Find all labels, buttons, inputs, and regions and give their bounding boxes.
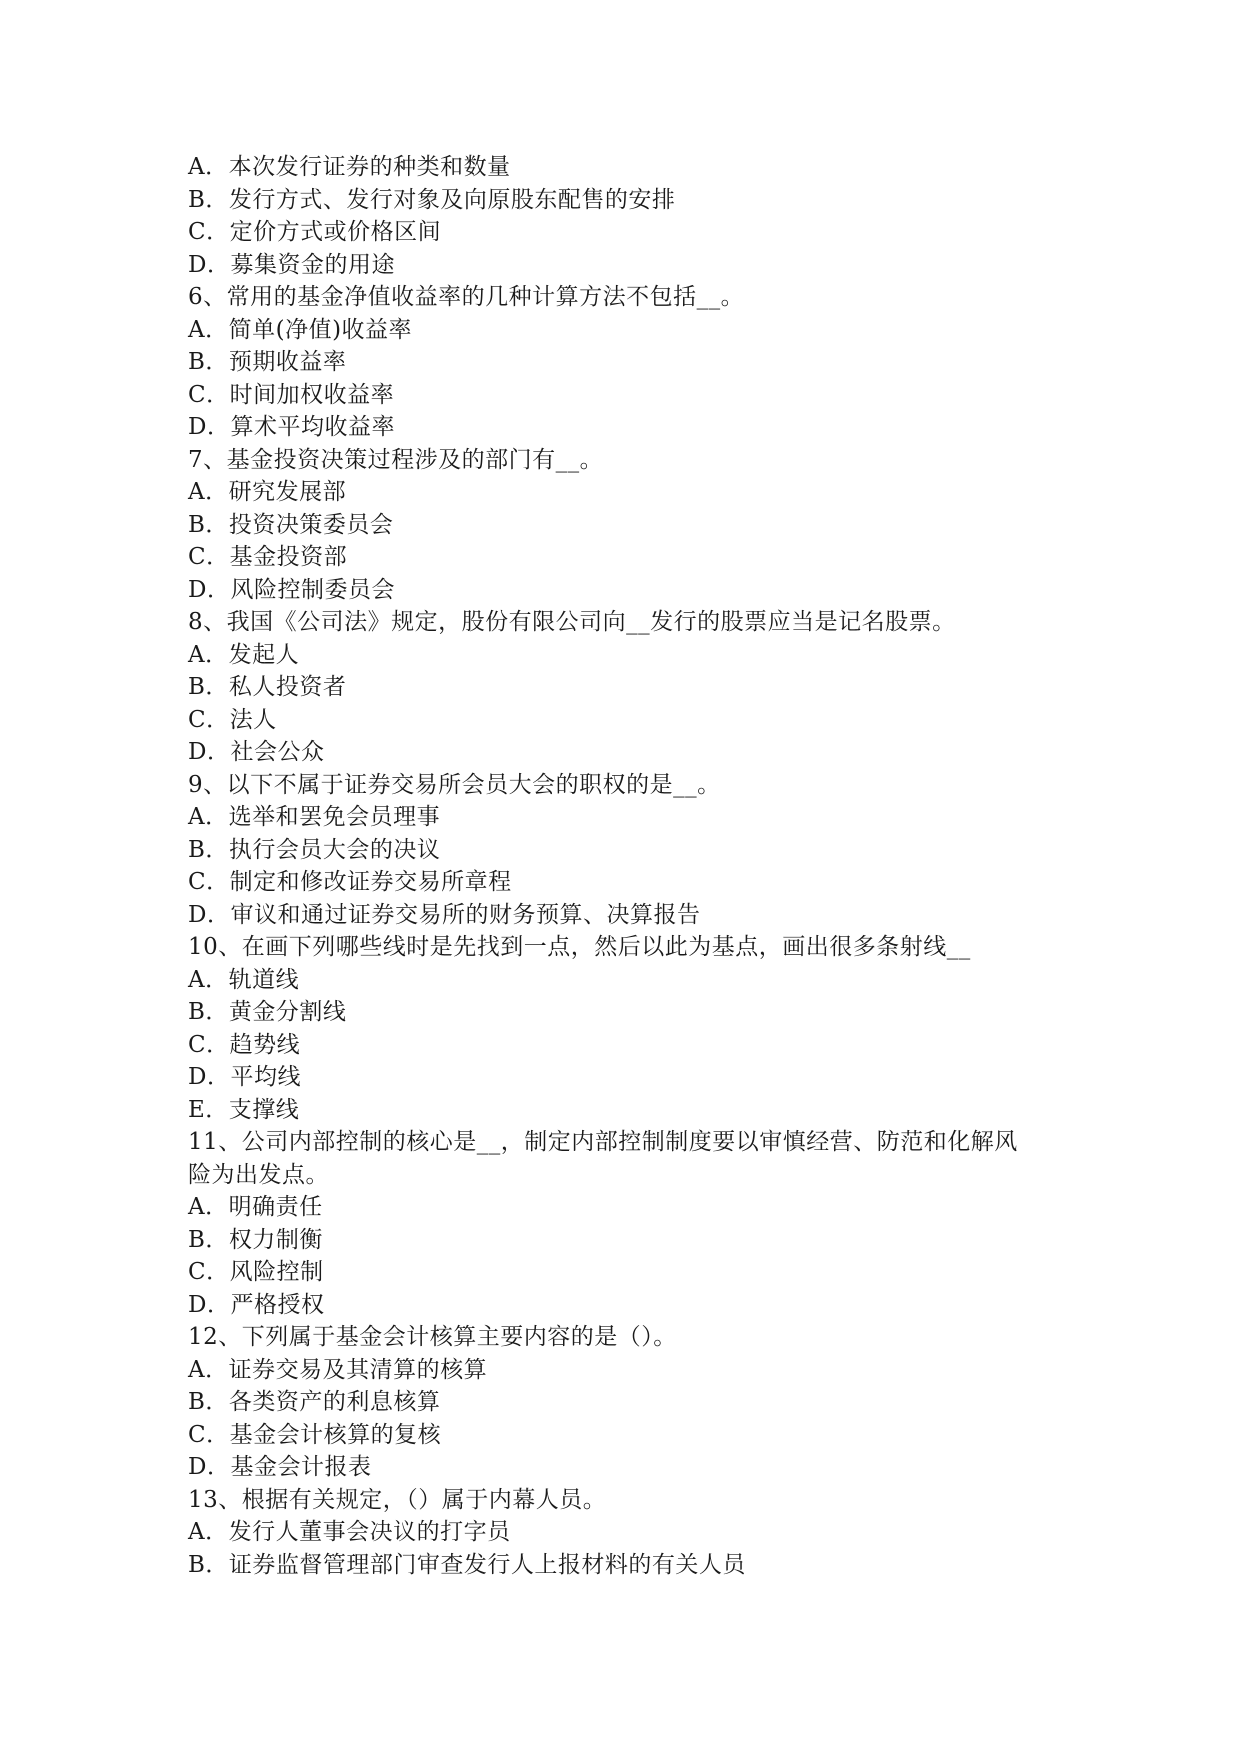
option-text: B．黄金分割线 (188, 999, 347, 1025)
option-text: A．研究发展部 (188, 479, 347, 505)
option-text: A．发起人 (188, 641, 300, 668)
option-text: A．轨道线 (188, 966, 300, 993)
option-text: A．明确责任 (188, 1194, 323, 1220)
question-text: 6、常用的基金净值收益率的几种计算方法不包括__。 (188, 284, 745, 310)
question-text: 8、我国《公司法》规定，股份有限公司向__发行的股票应当是记名股票。 (188, 609, 956, 635)
option-text: B．预期收益率 (188, 349, 347, 375)
option-text: A．发行人董事会决议的打字员 (188, 1519, 511, 1545)
document-page (188, 151, 1088, 1581)
option-text: A．本次发行证券的种类和数量 (188, 154, 511, 180)
option-text: C．制定和修改证券交易所章程 (188, 869, 512, 895)
option-text: D．审议和通过证券交易所的财务预算、决算报告 (188, 901, 701, 928)
option-text: A．简单(净值)收益率 (188, 316, 413, 343)
option-text: B．私人投资者 (188, 674, 347, 700)
option-text: C．基金会计核算的复核 (188, 1421, 442, 1448)
option-text: D．募集资金的用途 (188, 251, 395, 278)
option-text: D．严格授权 (188, 1291, 325, 1318)
option-text: D．算术平均收益率 (188, 414, 395, 440)
option-text: C．风险控制 (188, 1259, 324, 1285)
option-text: B．各类资产的利息核算 (188, 1389, 441, 1415)
option-text: B．执行会员大会的决议 (188, 836, 441, 863)
option-text: C．趋势线 (188, 1031, 301, 1058)
question-text: 10、在画下列哪些线时是先找到一点，然后以此为基点，画出很多条射线__ (188, 934, 971, 960)
option-text: C．基金投资部 (188, 544, 348, 570)
question-text: 13、根据有关规定，（）属于内幕人员。 (188, 1486, 607, 1513)
option-text: C．定价方式或价格区间 (188, 219, 442, 245)
option-text: B．投资决策委员会 (188, 511, 394, 538)
option-text: B．发行方式、发行对象及向原股东配售的安排 (188, 186, 676, 213)
option-text: C．法人 (188, 706, 277, 733)
option-text: D．风险控制委员会 (188, 576, 395, 603)
question-text: 7、基金投资决策过程涉及的部门有__。 (188, 446, 604, 473)
option-text: D．平均线 (188, 1064, 301, 1090)
option-text: D．基金会计报表 (188, 1454, 372, 1480)
option-text: C．时间加权收益率 (188, 381, 395, 408)
option-text: A．选举和罢免会员理事 (188, 804, 441, 830)
option-text: D．社会公众 (188, 739, 325, 765)
option-text: B．证券监督管理部门审查发行人上报材料的有关人员 (188, 1551, 746, 1578)
option-text: E．支撑线 (188, 1096, 300, 1123)
question-text: 11、公司内部控制的核心是__，制定内部控制制度要以审慎经营、防范和化解风 (188, 1129, 1018, 1155)
question-text: 12、下列属于基金会计核算主要内容的是（）。 (188, 1324, 677, 1350)
question-text-continued: 险为出发点。 (188, 1161, 329, 1188)
option-text: B．权力制衡 (188, 1226, 323, 1253)
option-text: A．证券交易及其清算的核算 (188, 1356, 488, 1383)
question-text: 9、以下不属于证券交易所会员大会的职权的是__。 (188, 771, 721, 798)
